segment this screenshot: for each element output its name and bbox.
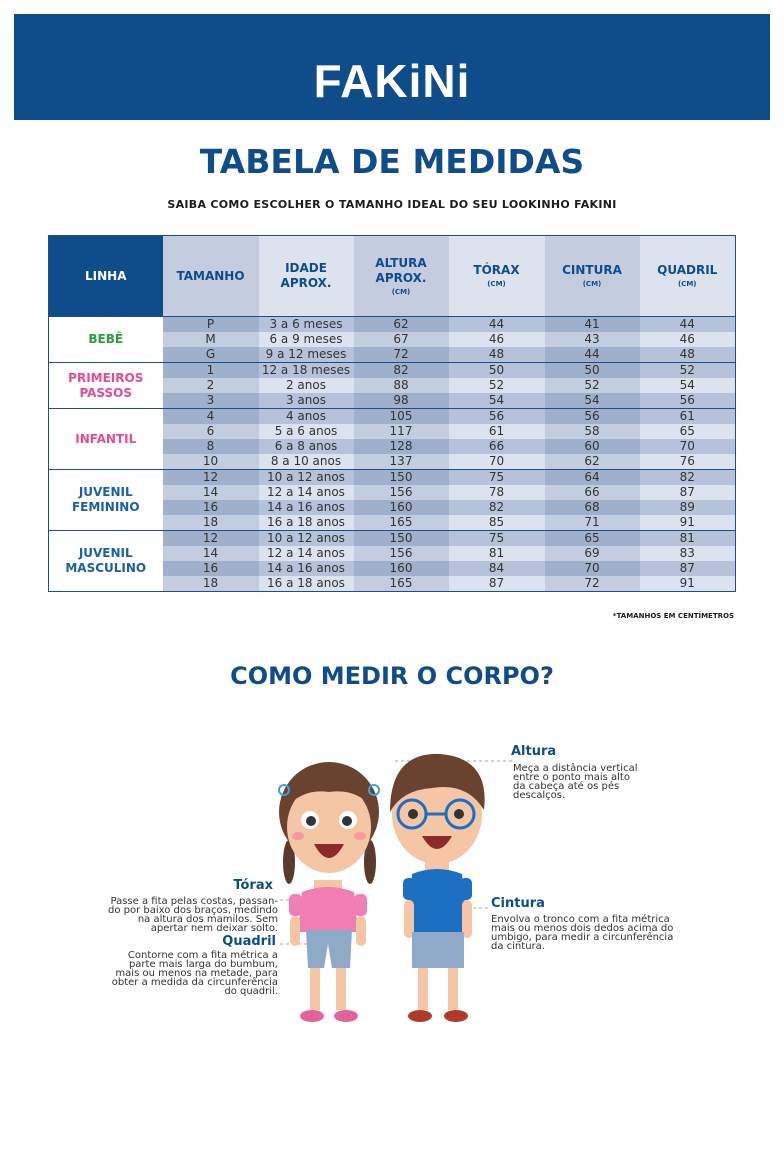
table-cell: 6 (163, 424, 259, 439)
line-group-label-line1: JUVENIL (78, 485, 133, 499)
cintura-line-3: umbigo, para medir a circunferência (491, 932, 674, 943)
table-cell: 105 (354, 409, 449, 425)
table-cell: 62 (354, 317, 449, 333)
altura-line-2: entre o ponto mais alto (513, 772, 630, 783)
line-group-label-line1: BEBÊ (88, 332, 124, 346)
table-cell: 56 (640, 393, 736, 409)
table-cell: M (163, 332, 259, 347)
quadril-line-1: Contorne com a fita métrica a (127, 950, 278, 961)
girl-figure (279, 762, 379, 1022)
table-cell: 44 (640, 317, 736, 333)
table-cell: 46 (449, 332, 545, 347)
table-cell: 72 (354, 347, 449, 363)
header-idade-line2: APROX. (280, 276, 332, 290)
table-cell: 72 (545, 576, 640, 592)
table-cell: 54 (545, 393, 640, 409)
line-group-label-line1: PRIMEIROS (68, 370, 144, 385)
table-cell: 50 (449, 363, 545, 379)
cintura-line-4: da cintura. (491, 941, 545, 952)
table-cell: 82 (449, 500, 545, 515)
table-cell: 58 (545, 424, 640, 439)
table-cell: 16 (163, 500, 259, 515)
header-cintura-unit: (CM) (582, 280, 602, 289)
table-cell: 50 (545, 363, 640, 379)
line-group-label-line1: INFANTIL (75, 431, 137, 446)
table-cell: 84 (449, 561, 545, 576)
table-cell: 88 (354, 378, 449, 393)
table-cell: 87 (640, 561, 736, 576)
header-linha-label: LINHA (85, 268, 127, 283)
table-cell: 10 a 12 anos (259, 470, 354, 486)
table-cell: 82 (640, 470, 736, 486)
altura-label: Altura (511, 744, 557, 759)
table-cell: 61 (449, 424, 545, 439)
table-cell: 91 (640, 576, 736, 592)
table-cell: 65 (640, 424, 736, 439)
table-cell: 9 a 12 meses (259, 347, 354, 363)
table-cell: 70 (545, 561, 640, 576)
size-note: *TAMANHOS EM CENTÍMETROS (612, 612, 734, 620)
cintura-line-1: Envolva o tronco com a fita métrica (491, 914, 670, 925)
table-cell: 48 (449, 347, 545, 363)
header-torax-label: TÓRAX (473, 263, 520, 278)
table-cell: 18 (163, 576, 259, 592)
table-cell: 44 (545, 347, 640, 363)
table-cell: 83 (640, 546, 736, 561)
table-cell: 1 (163, 363, 259, 379)
table-cell: 87 (640, 485, 736, 500)
how-to-measure-title: COMO MEDIR O CORPO? (230, 662, 554, 690)
table-cell: 12 (163, 470, 259, 486)
altura-line-4: descalços. (513, 790, 566, 801)
quadril-line-4: obter a medida da circunferência (111, 977, 278, 988)
header-quadril-unit: (CM) (677, 280, 697, 289)
table-cell: 89 (640, 500, 736, 515)
quadril-line-5: do quadril. (224, 986, 278, 997)
table-cell: 156 (354, 485, 449, 500)
torax-line-3: na altura dos mamilos. Sem (137, 914, 278, 925)
table-cell: 8 (163, 439, 259, 454)
line-group-label-line2: FEMININO (71, 500, 140, 514)
table-cell: 75 (449, 531, 545, 547)
table-cell: 14 (163, 485, 259, 500)
table-cell: 87 (449, 576, 545, 592)
torax-line-4: apertar nem deixar solto. (150, 923, 278, 934)
torax-line-1: Passe a fita pelas costas, passan- (110, 896, 278, 907)
table-cell: 71 (545, 515, 640, 531)
header-tamanho-label: TAMANHO (176, 268, 245, 283)
table-cell: 78 (449, 485, 545, 500)
table-cell: 65 (545, 531, 640, 547)
table-cell: 70 (640, 439, 736, 454)
altura-line-1: Meça a distância vertical (513, 763, 638, 774)
table-cell: 54 (640, 378, 736, 393)
table-cell: 52 (545, 378, 640, 393)
quadril-label: Quadril (222, 934, 276, 949)
table-cell: 61 (640, 409, 736, 425)
table-cell: 12 a 14 anos (259, 546, 354, 561)
table-cell: 56 (545, 409, 640, 425)
table-cell: 165 (354, 576, 449, 592)
table-cell: 14 a 16 anos (259, 500, 354, 515)
cintura-line-2: mais ou menos dois dedos acima do (491, 923, 674, 934)
table-cell: 128 (354, 439, 449, 454)
table-cell: 10 (163, 454, 259, 470)
line-group-label-line2: MASCULINO (65, 561, 147, 575)
torax-line-2: do por baixo dos braços, medindo (107, 905, 278, 916)
table-cell: 43 (545, 332, 640, 347)
page-title: TABELA DE MEDIDAS (199, 142, 585, 181)
header-torax-unit: (CM) (487, 280, 506, 289)
table-cell: 2 anos (259, 378, 354, 393)
table-cell: 64 (545, 470, 640, 486)
altura-line-3: da cabeça até os pés (513, 781, 620, 792)
table-cell: 54 (449, 393, 545, 409)
table-cell: 66 (449, 439, 545, 454)
page-subtitle: SAIBA COMO ESCOLHER O TAMANHO IDEAL DO SEU LOOKINHO FAKINI (167, 198, 617, 211)
table-cell: 52 (640, 363, 736, 379)
quadril-line-3: mais ou menos na metade, para (115, 968, 278, 979)
table-cell: 165 (354, 515, 449, 531)
table-cell: 69 (545, 546, 640, 561)
table-cell: 48 (640, 347, 736, 363)
table-cell: 150 (354, 531, 449, 547)
torax-label: Tórax (233, 878, 273, 893)
table-cell: 91 (640, 515, 736, 531)
table-cell: 18 (163, 515, 259, 531)
table-cell: 6 a 9 meses (259, 332, 354, 347)
table-cell: 56 (449, 409, 545, 425)
header-altura-line1: ALTURA (375, 255, 427, 270)
table-cell: 66 (545, 485, 640, 500)
table-cell: 2 (163, 378, 259, 393)
table-cell: 150 (354, 470, 449, 486)
cintura-label: Cintura (491, 896, 545, 911)
header-cintura-label: CINTURA (562, 263, 622, 278)
table-cell: 67 (354, 332, 449, 347)
table-cell: 12 a 18 meses (259, 363, 354, 379)
table-cell: 76 (640, 454, 736, 470)
table-cell: 70 (449, 454, 545, 470)
table-cell: 3 (163, 393, 259, 409)
table-cell: 98 (354, 393, 449, 409)
table-cell: 160 (354, 500, 449, 515)
header-quadril-label: QUADRIL (657, 263, 718, 278)
table-cell: 3 anos (259, 393, 354, 409)
header-altura-line2: APROX. (375, 270, 427, 285)
table-cell: 81 (640, 531, 736, 547)
table-cell: 5 a 6 anos (259, 424, 354, 439)
header-altura-unit: (CM) (391, 287, 411, 296)
table-cell: 4 (163, 409, 259, 425)
table-cell: 62 (545, 454, 640, 470)
table-cell: 16 a 18 anos (259, 576, 354, 592)
table-cell: 16 (163, 561, 259, 576)
table-cell: G (163, 347, 259, 363)
table-cell: P (163, 317, 259, 333)
table-cell: 16 a 18 anos (259, 515, 354, 531)
table-cell: 46 (640, 332, 736, 347)
table-cell: 4 anos (259, 409, 354, 425)
table-cell: 10 a 12 anos (259, 531, 354, 547)
table-cell: 12 (163, 531, 259, 547)
kids-illustration (262, 732, 510, 1032)
table-cell: 117 (354, 424, 449, 439)
table-cell: 85 (449, 515, 545, 531)
table-cell: 156 (354, 546, 449, 561)
table-cell: 6 a 8 anos (259, 439, 354, 454)
table-cell: 12 a 14 anos (259, 485, 354, 500)
table-cell: 68 (545, 500, 640, 515)
table-cell: 60 (545, 439, 640, 454)
table-cell: 75 (449, 470, 545, 486)
table-cell: 81 (449, 546, 545, 561)
header-idade-line1: IDADE (285, 261, 327, 275)
table-cell: 14 (163, 546, 259, 561)
line-group-label-line1: JUVENIL (78, 546, 133, 560)
table-cell: 8 a 10 anos (259, 454, 354, 470)
table-cell: 14 a 16 anos (259, 561, 354, 576)
brand-logo: FAKiNi (313, 55, 471, 107)
table-cell: 52 (449, 378, 545, 393)
table-cell: 41 (545, 317, 640, 333)
table-cell: 137 (354, 454, 449, 470)
line-group-label-line2: PASSOS (79, 385, 133, 400)
table-cell: 82 (354, 363, 449, 379)
quadril-line-2: parte mais larga do bumbum, (128, 959, 278, 970)
table-cell: 44 (449, 317, 545, 333)
table-cell: 3 a 6 meses (259, 317, 354, 333)
table-cell: 160 (354, 561, 449, 576)
boy-figure (390, 754, 485, 1022)
